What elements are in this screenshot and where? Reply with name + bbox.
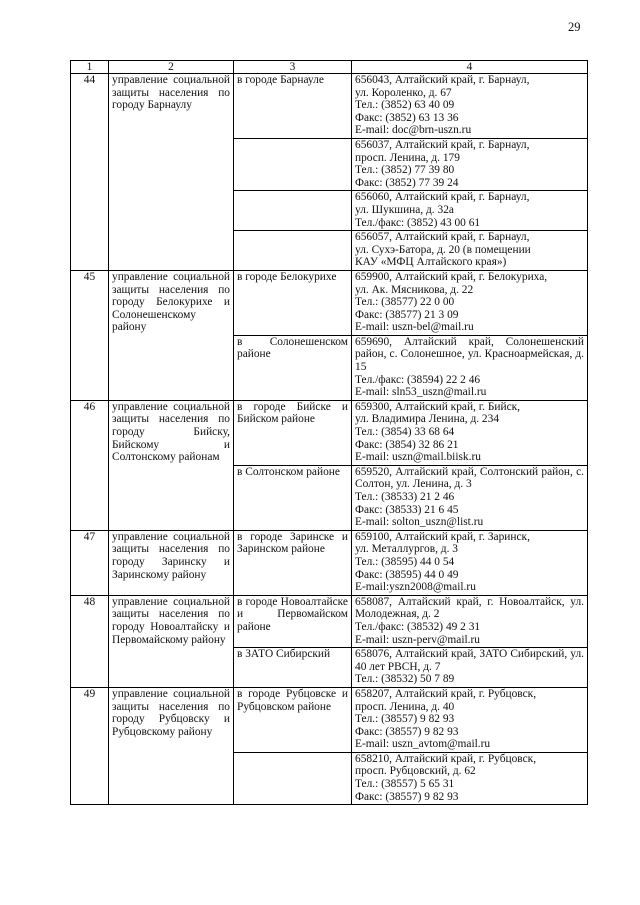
phone-line: Тел.: (38557) 9 82 93 bbox=[355, 713, 455, 726]
phone-line: Тел./факс: (3852) 43 00 61 bbox=[355, 216, 481, 229]
address-cell bbox=[352, 74, 588, 139]
table-row bbox=[71, 687, 588, 752]
address-line: 659100, Алтайский край, г. Заринск, bbox=[355, 530, 530, 543]
table-row bbox=[71, 530, 588, 595]
territory-cell: в ЗАТО Сибирский bbox=[234, 648, 352, 688]
table-row bbox=[71, 74, 588, 139]
email-line: E-mail: doc@brn-uszn.ru bbox=[355, 124, 472, 137]
phone-line: Факс: (38533) 21 6 45 bbox=[355, 503, 459, 516]
address-cell bbox=[352, 400, 588, 465]
table-header-row bbox=[71, 61, 588, 74]
entry-number: 47 bbox=[71, 530, 109, 595]
address-line: 659300, Алтайский край, г. Бийск, bbox=[355, 400, 521, 413]
address-line: 659900, Алтайский край, г. Белокуриха, bbox=[355, 270, 548, 283]
address-cell bbox=[352, 270, 588, 335]
address-cell bbox=[352, 191, 588, 231]
territory-cell: в городе Рубцовске и Рубцовском районе bbox=[234, 687, 352, 752]
address-line: 656060, Алтайский край, г. Барнаул, bbox=[355, 191, 530, 204]
department-name: управление социальной защиты населения по городу Бийску, Бийскому и Солтонскому районам bbox=[109, 400, 234, 530]
territory-cell: в городе Заринске и Заринском районе bbox=[234, 530, 352, 595]
address-table bbox=[70, 60, 588, 805]
territory-cell: в городе Барнауле bbox=[234, 74, 352, 139]
email-line: E-mail: uszn-perv@mail.ru bbox=[355, 633, 480, 646]
column-header: 3 bbox=[234, 61, 352, 74]
phone-line: Тел.: (38577) 22 0 00 bbox=[355, 296, 455, 309]
address-line: 658076, Алтайский край, ЗАТО Сибирский, ул. 40 лет РВСН, д. 7 bbox=[355, 648, 584, 673]
phone-line: Тел./факс: (38532) 49 2 31 bbox=[355, 620, 481, 633]
page-number: 29 bbox=[568, 20, 581, 34]
address-cell bbox=[352, 595, 588, 647]
phone-line: Тел.: (38532) 50 7 89 bbox=[355, 673, 455, 686]
phone-line: Тел.: (38595) 44 0 54 bbox=[355, 555, 455, 568]
entry-number: 45 bbox=[71, 270, 109, 400]
territory-cell bbox=[234, 231, 352, 271]
table-row bbox=[71, 595, 588, 647]
department-name: управление социальной защиты населения по городу Барнаулу bbox=[109, 74, 234, 271]
address-line: КАУ «МФЦ Алтайского края») bbox=[355, 256, 507, 269]
phone-line: Тел./факс: (38594) 22 2 46 bbox=[355, 373, 481, 386]
address-line: 659690, Алтайский край, Солонешенский район, с. Солонешное, ул. Красноармейская, д. 15 bbox=[355, 335, 584, 374]
phone-line: Факс: (3852) 63 13 36 bbox=[355, 111, 459, 124]
address-line: ул. Владимира Ленина, д. 234 bbox=[355, 413, 500, 426]
entry-number: 49 bbox=[71, 687, 109, 804]
phone-line: Тел.: (3852) 63 40 09 bbox=[355, 99, 455, 112]
territory-cell bbox=[234, 138, 352, 190]
address-line: 656057, Алтайский край, г. Барнаул, bbox=[355, 231, 530, 244]
address-line: 658210, Алтайский край, г. Рубцовск, bbox=[355, 752, 537, 765]
email-line: E-mail: sln53_uszn@mail.ru bbox=[355, 386, 487, 399]
address-cell bbox=[352, 138, 588, 190]
address-line: ул. Металлургов, д. 3 bbox=[355, 543, 458, 556]
department-name: управление социальной защиты населения по городу Новоалтайску и Первомайскому району bbox=[109, 595, 234, 687]
address-line: ул. Сухэ-Батора, д. 20 (в помещении bbox=[355, 243, 531, 256]
column-header: 4 bbox=[352, 61, 588, 74]
phone-line: Факс: (38557) 9 82 93 bbox=[355, 790, 459, 803]
address-cell bbox=[352, 648, 588, 688]
address-line: ул. Шукшина, д. 32а bbox=[355, 203, 454, 216]
column-header: 2 bbox=[109, 61, 234, 74]
address-line: просп. Рубцовский, д. 62 bbox=[355, 765, 476, 778]
address-cell bbox=[352, 465, 588, 530]
email-line: E-mail: uszn@mail.biisk.ru bbox=[355, 451, 481, 464]
email-line: E-mail:yszn2008@mail.ru bbox=[355, 581, 476, 594]
phone-line: Тел.: (38533) 21 2 46 bbox=[355, 491, 455, 503]
entry-number: 48 bbox=[71, 595, 109, 687]
phone-line: Факс: (38595) 44 0 49 bbox=[355, 568, 459, 581]
territory-cell: в городе Белокурихе bbox=[234, 270, 352, 335]
phone-line: Факс: (3852) 77 39 24 bbox=[355, 176, 459, 189]
phone-line: Факс: (38577) 21 3 09 bbox=[355, 308, 459, 321]
table-row bbox=[71, 400, 588, 465]
phone-line: Тел.: (38557) 5 65 31 bbox=[355, 778, 455, 791]
territory-cell: в Солтонском районе bbox=[234, 465, 352, 530]
address-cell bbox=[352, 752, 588, 804]
email-line: E-mail: solton_uszn@list.ru bbox=[355, 516, 484, 529]
department-name: управление социальной защиты населения по городу Заринску и Заринскому району bbox=[109, 530, 234, 595]
table-row bbox=[71, 270, 588, 335]
address-cell bbox=[352, 530, 588, 595]
address-line: 656037, Алтайский край, г. Барнаул, bbox=[355, 138, 530, 151]
entry-number: 44 bbox=[71, 74, 109, 271]
territory-cell: в городе Бийске и Бийском районе bbox=[234, 400, 352, 465]
address-line: ул. Ак. Мясникова, д. 22 bbox=[355, 283, 474, 296]
territory-cell bbox=[234, 191, 352, 231]
email-line: E-mail: uszn_avtom@mail.ru bbox=[355, 738, 491, 751]
email-line: E-mail: uszn-bel@mail.ru bbox=[355, 321, 474, 334]
address-line: 658207, Алтайский край, г. Рубцовск, bbox=[355, 687, 537, 700]
address-cell bbox=[352, 335, 588, 400]
territory-cell bbox=[234, 752, 352, 804]
phone-line: Тел.: (3854) 33 68 64 bbox=[355, 426, 455, 439]
column-header: 1 bbox=[71, 61, 109, 74]
address-line: 656043, Алтайский край, г. Барнаул, bbox=[355, 74, 530, 86]
phone-line: Тел.: (3852) 77 39 80 bbox=[355, 164, 455, 177]
address-line: 659520, Алтайский край, Солтонский район, с. Солтон, ул. Ленина, д. 3 bbox=[355, 465, 584, 491]
address-cell bbox=[352, 231, 588, 271]
address-line: просп. Ленина, д. 40 bbox=[355, 700, 455, 713]
address-line: 658087, Алтайский край, г. Новоалтайск, ул. Молодежная, д. 2 bbox=[355, 595, 584, 621]
territory-cell: в Солонешенском районе bbox=[234, 335, 352, 400]
phone-line: Факс: (38557) 9 82 93 bbox=[355, 725, 459, 738]
entry-number: 46 bbox=[71, 400, 109, 530]
table-body bbox=[71, 74, 588, 805]
address-line: ул. Короленко, д. 67 bbox=[355, 86, 452, 99]
phone-line: Факс: (3854) 32 86 21 bbox=[355, 438, 459, 451]
territory-cell: в городе Новоалтайске и Первомайском районе bbox=[234, 595, 352, 647]
department-name: управление социальной защиты населения по городу Белокурихе и Солонешенскому району bbox=[109, 270, 234, 400]
address-cell bbox=[352, 687, 588, 752]
department-name: управление социальной защиты населения по городу Рубцовску и Рубцовскому району bbox=[109, 687, 234, 804]
address-line: просп. Ленина, д. 179 bbox=[355, 151, 460, 164]
